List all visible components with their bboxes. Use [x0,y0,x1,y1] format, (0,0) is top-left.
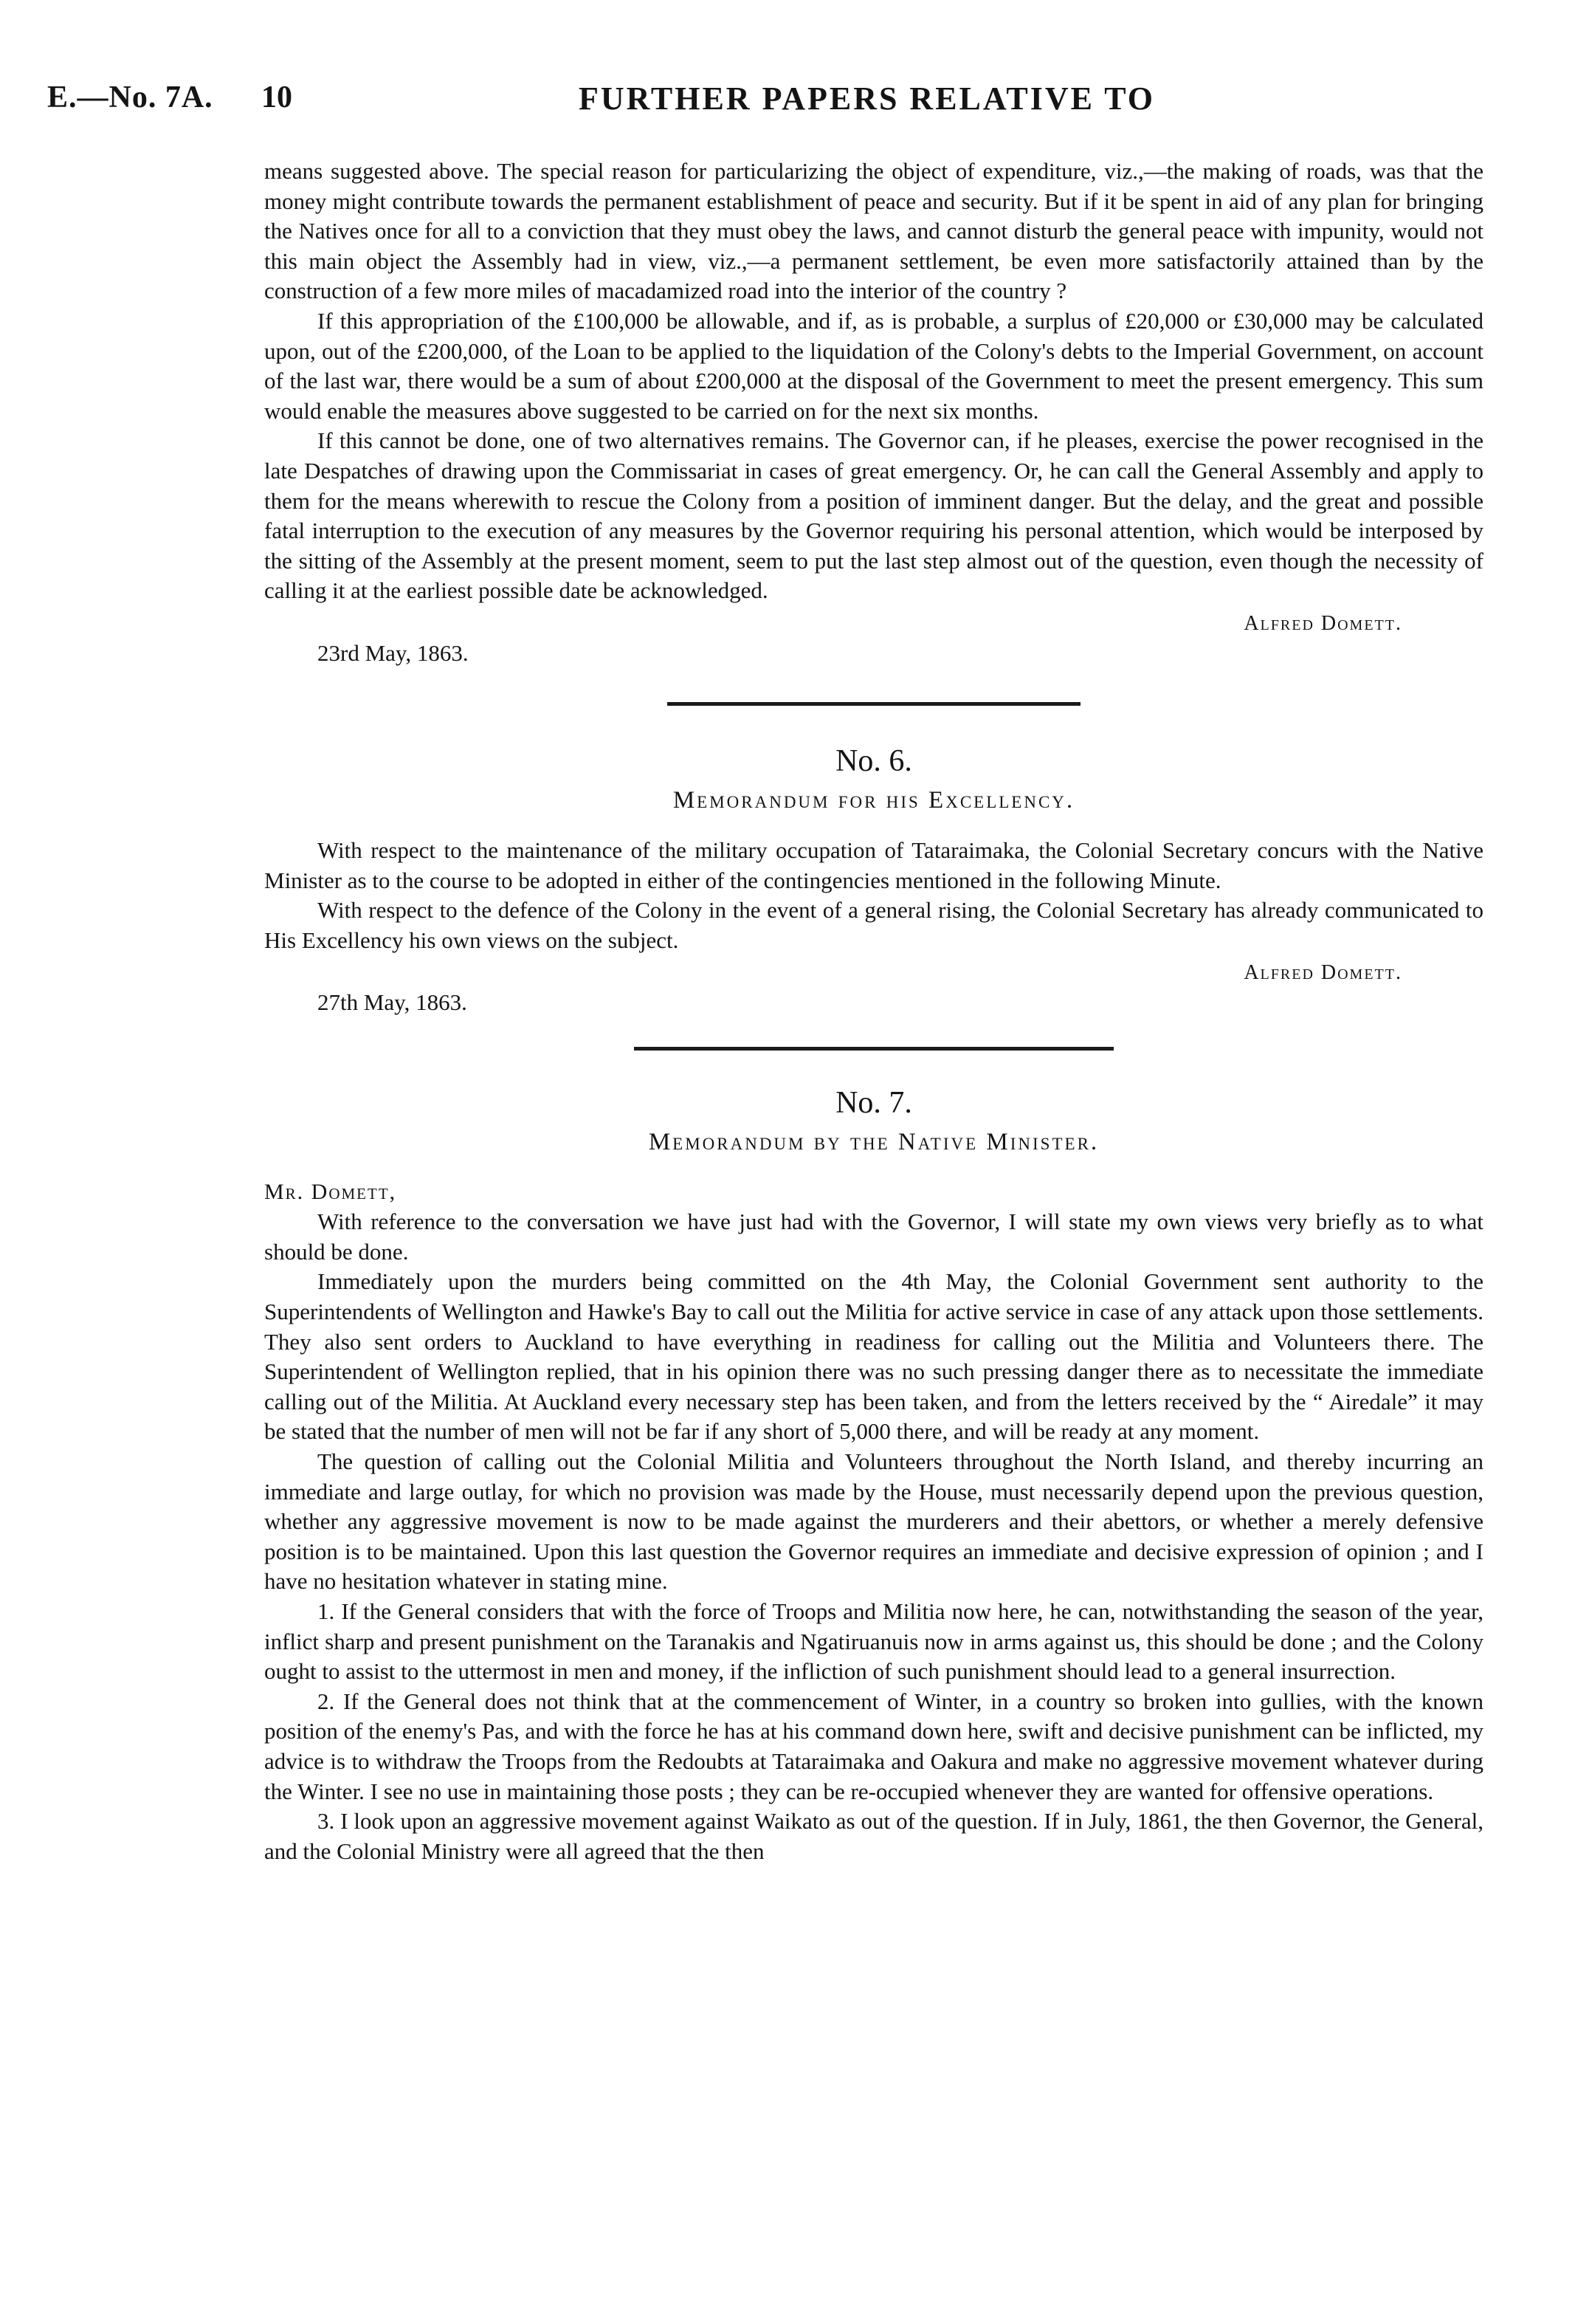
section-no-6 [264,743,1483,1017]
paragraph: If this cannot be done, one of two alternatives remains. The Governor can, if he pleases, exercise the power recognised in the late Despatches of drawing upon the Commissariat in cases of great emergency. Or, he can call the General Assembly and apply to them for the means wherewith to rescue the Colony from a position of imminent danger. But the delay, and the great and possible fatal interruption to the execution of any measures by the Governor requiring his personal attention, which would be interposed by the sitting of the Assembly at the present moment, seem to put the last step almost out of the question, even though the necessity of calling it at the earliest possible date be acknowledged. [264,427,1483,604]
paragraph: means suggested above. The special reason for particularizing the object of expenditure, viz.,—the making of roads, was that the money might contribute towards the permanent establishment of peace and security. But if it be spent in aid of any plan for bringing the Natives once for all to a conviction that they must obey the laws, and cannot disturb the general peace with impunity, would not this main object the Assembly had in view, viz.,—a permanent settlement, be even more satisfactorily attained than by the construction of a few more miles of macadamized road into the interior of the country ? [264,158,1483,304]
page-body [264,157,1483,1866]
addressee: Mr. Domett, [264,1180,397,1205]
numbered-paragraph: 3. I look upon an aggressive movement against Waikato as out of the question. If in July, 1861, the then Governor, the General, and the Colonial Ministry were all agreed that the then [264,1808,1483,1864]
paragraph: With respect to the maintenance of the military occupation of Tataraimaka, the Colonial Secretary concurs with the Native Minister as to the course to be adopted in either of the contingencies mentioned in the following Minute. [264,836,1483,893]
document-number: No. 7. [835,1086,912,1121]
paragraph: The question of calling out the Colonial Militia and Volunteers throughout the North Island, and thereby incurring an immediate and large outlay, for which no provision was made by the House, must necessarily depend upon the previous question, whether any aggressive movement is now to be made against the murderers and their abettors, or whether a merely defensive position is to be maintained. Upon this last question the Governor requires an immediate and decisive expression of opinion ; and I have no hesitation whatever in stating mine. [264,1448,1483,1595]
document-subtitle: Memorandum for his Excellency. [672,786,1075,814]
paragraph: With respect to the defence of the Colony in the event of a general rising, the Colonial Secretary has already communicated to His Excellency his own views on the subject. [264,897,1483,953]
section-no-7 [264,1084,1483,1866]
document-subtitle: Memorandum by the Native Minister. [648,1129,1100,1156]
section-previous-memorandum [264,157,1483,668]
signature: Alfred Domett. [1244,961,1402,985]
numbered-paragraph: 2. If the General does not think that at the commencement of Winter, in a country so broken into gullies, with the known position of the enemy's Pas, and with the force he has at his command down here, swift and decisive punishment can be inflicted, my advice is to withdraw the Troops from the Redoubts at Tataraimaka and Oakura and make no aggressive movement whatever during the Winter. I see no use in maintaining those posts ; they can be re-occupied whenever they are wanted for offensive operations. [264,1688,1483,1804]
document-number: No. 6. [835,743,912,778]
section-divider [667,702,1081,706]
page-number: 10 [261,80,292,114]
paragraph: Immediately upon the murders being committed on the 4th May, the Colonial Government sent authority to the Superintendents of Wellington and Hawke's Bay to call out the Militia for active service in case of any attack upon those settlements. They also sent orders to Auckland to have everything in readiness for calling out the Militia and Volunteers there. The Superintendent of Wellington replied, that in his opinion there was no such pressing danger there as to necessitate the immediate calling out of the Militia. At Auckland every necessary step has been taken, and from the letters received by the “ Airedale” it may be stated that the number of men will not be far if any short of 5,000 there, and will be ready at any moment. [264,1268,1483,1445]
numbered-paragraph: 1. If the General considers that with the force of Troops and Militia now here, he can, notwithstanding the season of the year, inflict sharp and present punishment on the Taranakis and Ngatiruanuis now in arms against us, this should be done ; and the Colony ought to assist to the uttermost in men and money, if the infliction of such punishment should lead to a general insurrection. [264,1598,1483,1685]
date-line: 27th May, 1863. [317,989,467,1016]
document-reference: E.—No. 7A. [47,80,213,114]
signature: Alfred Domett. [1244,611,1402,635]
date-line: 23rd May, 1863. [317,639,469,666]
section-divider [634,1047,1114,1051]
running-title: FURTHER PAPERS RELATIVE TO [579,80,1155,117]
paragraph: If this appropriation of the £100,000 be allowable, and if, as is probable, a surplus of £20,000 or £30,000 may be calculated upon, out of the £200,000, of the Loan to be applied to the liquidation of the Colony's debts to the Imperial Government, on account of the last war, there would be a sum of about £200,000 at the disposal of the Government to meet the present emergency. This sum would enable the measures above suggested to be carried on for the next six months. [264,307,1483,424]
page-header [47,80,1479,124]
paragraph: With reference to the conversation we have just had with the Governor, I will state my own views very briefly as to what should be done. [264,1209,1483,1265]
